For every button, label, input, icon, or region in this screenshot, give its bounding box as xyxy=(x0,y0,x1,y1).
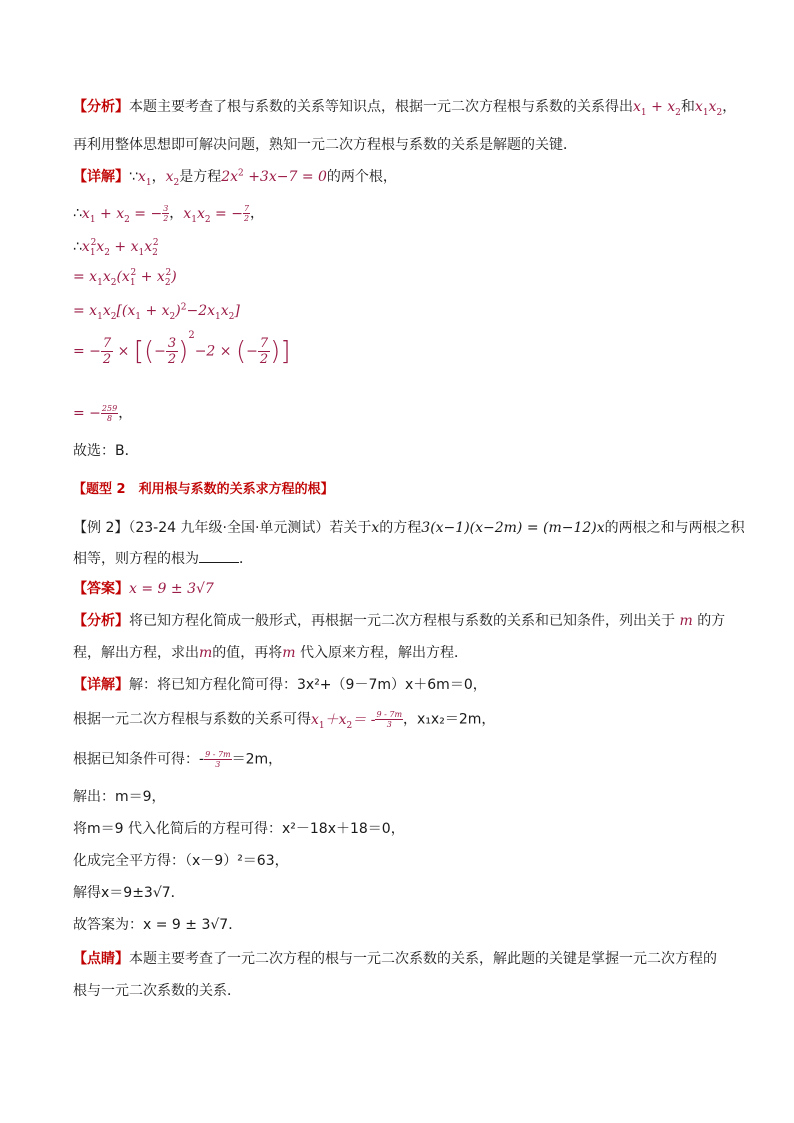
detail2-line2: 根据一元二次方程根与系数的关系可得$x_1+x_2=$ - $\frac{9 - 7m}{3}$ ，x₁x₂＝2m， xyxy=(73,710,496,731)
detail1-result: = − $\frac{259}{8}$ ， xyxy=(73,404,133,423)
comment2-line1: 【点睛】本题主要考查了一元二次方程的根与一元二次系数的关系，解此题的关键是掌握一元二次方程的 xyxy=(73,951,717,967)
detail2-line1: 【详解】解：将已知方程化简可得：3x²+（9－7m）x＋6m＝0， xyxy=(73,677,487,693)
comment2-line2: 根与一元二次系数的关系． xyxy=(73,983,241,999)
detail1-step3: = − $\frac{7}{2}$ × [(− $\frac{3}{2}$ )$^2$−2 × (− $\frac{7}{2}$ )] xyxy=(73,330,291,367)
detail1-step1: = $x_1x_2(x_1^2 + x_2^2)$ xyxy=(73,268,177,288)
analysis1-line2: 再利用整体思想即可解决问题，熟知一元二次方程根与系数的关系是解题的关键． xyxy=(73,137,577,153)
analysis2-line2: 程，解出方程，求出m的值，再将m 代入原来方程，解出方程． xyxy=(73,645,469,661)
detail1-line1: 【详解】$\because x_1$，$x_2$是方程$2x^2 +3x-7 = 0$的两个根， xyxy=(73,168,397,188)
detail1-choice: 故选：B． xyxy=(73,443,139,459)
detail2-line3: 根据已知条件可得：- $\frac{9 - 7m}{3}$ ＝2m， xyxy=(73,750,283,769)
analysis1-line1: 【分析】本题主要考查了根与系数的关系等知识点，根据一元二次方程根与系数的关系得出$x_1 + x_2$和$x_1x_2$， xyxy=(73,99,737,118)
detail2-line8: 故答案为：x = 9 ± 3√7． xyxy=(73,917,243,933)
example2-line2: 相等，则方程的根为 ． xyxy=(73,551,253,567)
section2-title: 【题型 2 利用根与系数的关系求方程的根】 xyxy=(73,482,334,497)
analysis-tag: 【分析】 xyxy=(73,99,129,115)
example2-line1: 【例 2】（23-24 九年级·全国·单元测试）若关于x的方程3(x−1)(x−2m) = (m−12)x的两根之和与两根之积 xyxy=(73,520,745,536)
answer2-line: 【答案】x = 9 ± 3√7 xyxy=(73,581,214,597)
detail2-line7: 解得x＝9±3√7． xyxy=(73,885,185,901)
detail1-step2: = $x_1x_2[(x_1 + x_2)^2-2x_1x_2]$ xyxy=(73,302,240,322)
detail2-line5: 将m＝9 代入化简后的方程可得：x²－18x＋18＝0， xyxy=(73,821,405,837)
answer-blank xyxy=(199,550,239,563)
detail1-sum-product: $\therefore x_1 + x_2$ = − $\frac{3}{2}$ ，$x_1x_2$ = − $\frac{7}{2}$ ， xyxy=(73,204,265,225)
detail2-line4: 解出：m＝9， xyxy=(73,789,166,805)
detail1-expr: $\therefore x_1^2x_2 + x_1x_2^2$ xyxy=(73,238,159,258)
analysis2-line1: 【分析】将已知方程化简成一般形式，再根据一元二次方程根与系数的关系和已知条件，列出关于 m 的方 xyxy=(73,613,726,629)
detail2-line6: 化成完全平方得：（x－9）²＝63， xyxy=(73,853,289,869)
